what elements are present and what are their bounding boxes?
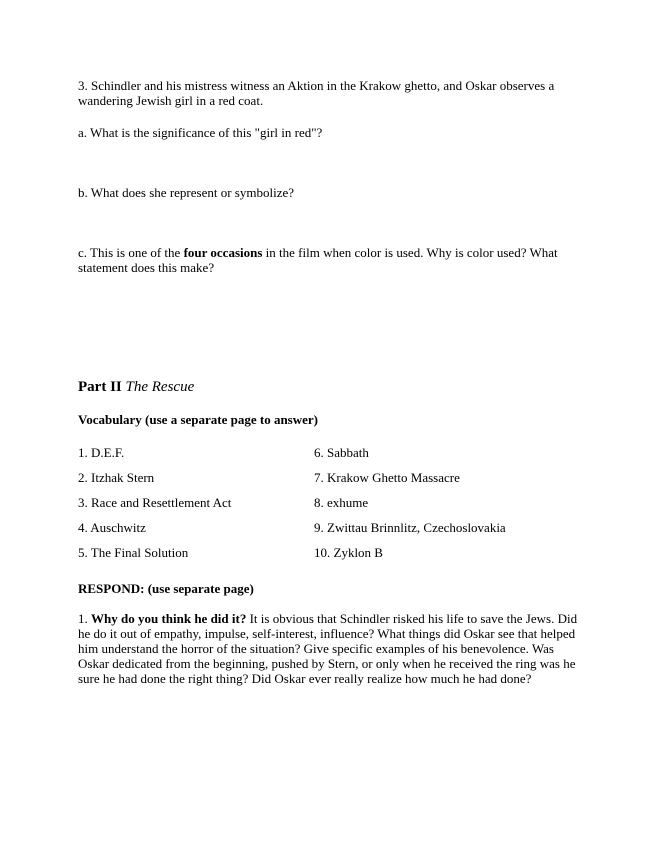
question-3c: [78, 245, 588, 275]
vocabulary-item: 10. Zyklon B: [314, 545, 383, 560]
vocabulary-item: 5. The Final Solution: [78, 545, 189, 560]
question-3a: a. What is the significance of this "girl in red"?: [78, 125, 323, 140]
vocabulary-item: 1. D.E.F.: [78, 445, 125, 460]
question-3b: b. What does she represent or symbolize?: [78, 185, 294, 200]
respond-q1-text: It is obvious that Schindler risked his life to save the Jews. Did he do it out of empathy, impulse, self-interest, influence? What things did Oskar see that helped him understand the horror of the situation? Give specific examples of his benevolence. Was Oskar dedicated from the beginning, pushed by Stern, or only when he received the ring was he sure he had done the right thing? Did Oskar ever really realize how much he had done?: [78, 611, 578, 686]
vocabulary-item: 7. Krakow Ghetto Massacre: [314, 470, 460, 485]
vocabulary-list: [78, 445, 588, 570]
vocabulary-row: [78, 470, 588, 495]
vocabulary-item: 2. Itzhak Stern: [78, 470, 155, 485]
respond-q1-number: 1.: [78, 611, 91, 626]
vocabulary-item: 9. Zwittau Brinnlitz, Czechoslovakia: [314, 520, 506, 535]
vocabulary-item: 3. Race and Resettlement Act: [78, 495, 232, 510]
respond-heading: RESPOND: (use separate page): [78, 581, 254, 596]
vocabulary-row: [78, 445, 588, 470]
question-3c-post: in the film when color is used. Why is color used? What statement does this make?: [78, 245, 558, 275]
respond-question-1: [78, 611, 588, 686]
vocabulary-item: 6. Sabbath: [314, 445, 369, 460]
vocabulary-row: [78, 545, 588, 570]
part-2-label: Part II: [78, 379, 126, 395]
question-3c-bold: four occasions: [183, 245, 263, 260]
part-2-title: The Rescue: [125, 379, 195, 395]
vocabulary-heading: Vocabulary (use a separate page to answer): [78, 412, 318, 427]
vocabulary-row: [78, 520, 588, 545]
part-2-heading: [78, 379, 194, 396]
vocabulary-row: [78, 495, 588, 520]
vocabulary-item: 8. exhume: [314, 495, 369, 510]
respond-q1-bold: Why do you think he did it?: [91, 611, 247, 626]
question-3: 3. Schindler and his mistress witness an Aktion in the Krakow ghetto, and Oskar observes a wandering Jewish girl in a red coat.: [78, 78, 555, 108]
vocabulary-item: 4. Auschwitz: [78, 520, 146, 535]
question-3c-pre: c. This is one of the: [78, 245, 184, 260]
